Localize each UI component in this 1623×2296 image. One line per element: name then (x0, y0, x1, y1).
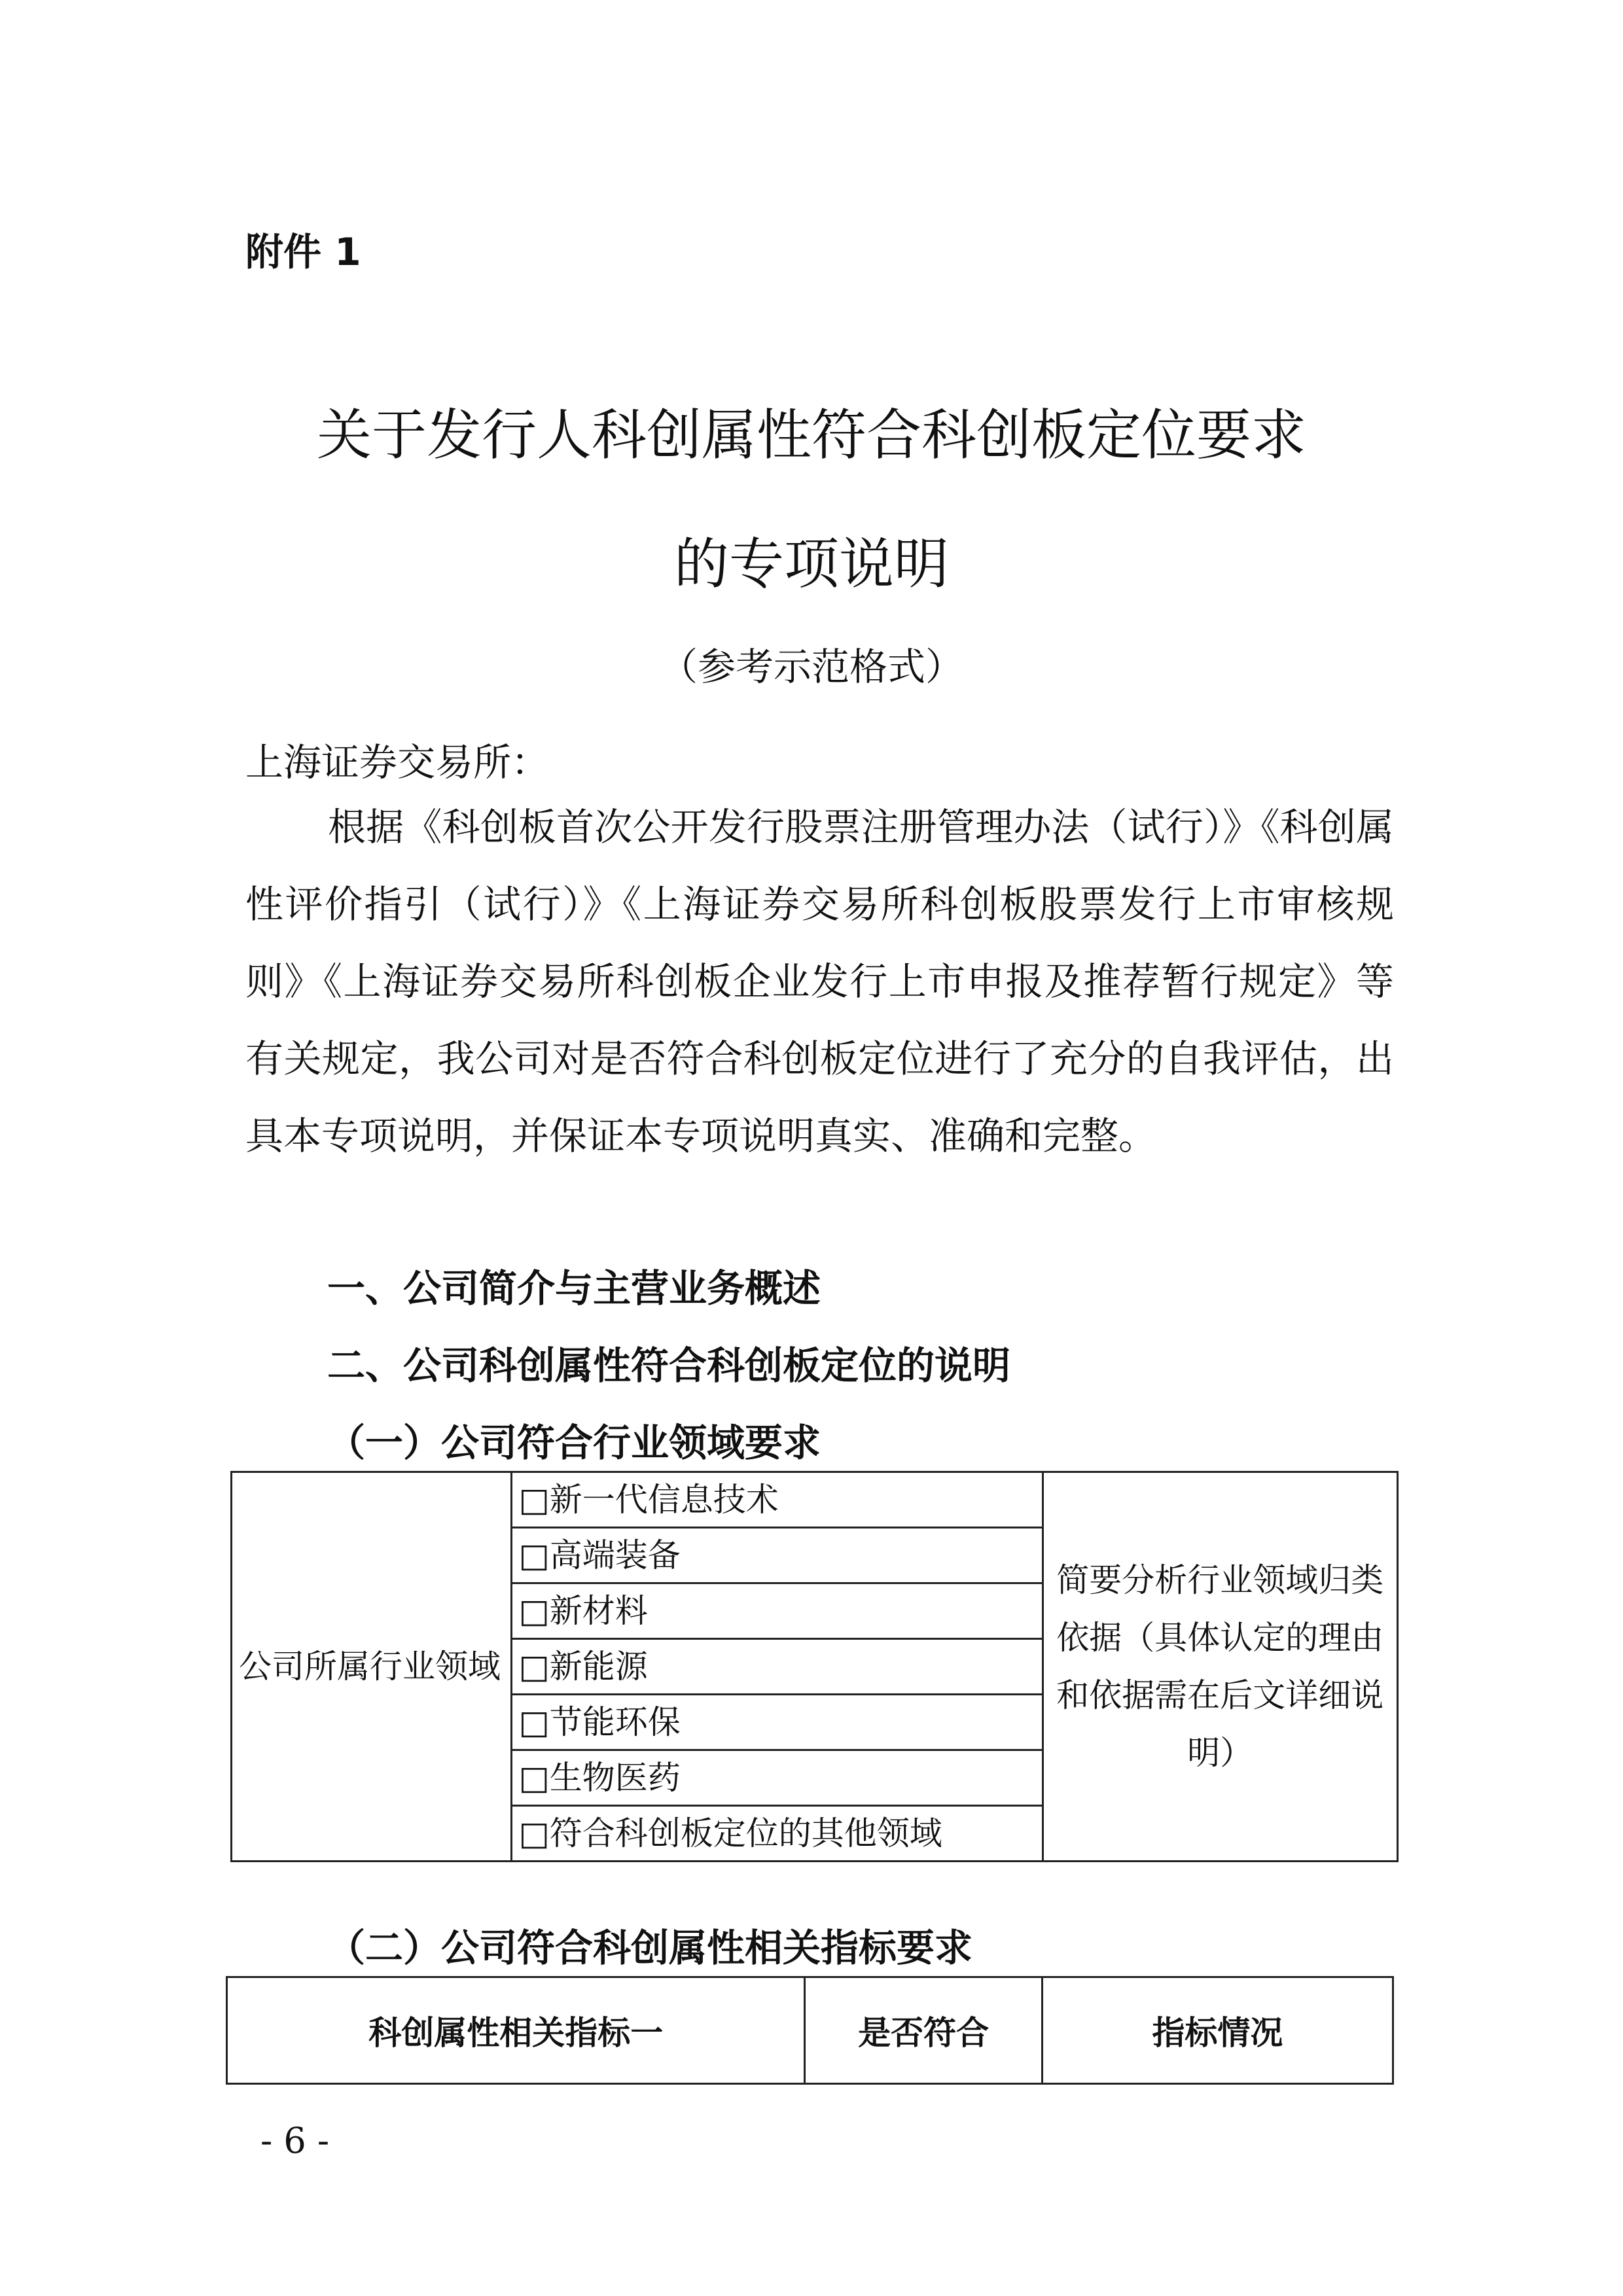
addressee: 上海证券交易所： (245, 740, 550, 785)
industry-option: □符合科创板定位的其他领域 (511, 1806, 1043, 1862)
document-title-line2: 的专项说明 (673, 532, 949, 596)
industry-option: □新能源 (511, 1639, 1043, 1695)
industry-option: □节能环保 (511, 1695, 1043, 1750)
indicator-col-header: 科创属性相关指标一 (227, 1977, 805, 2084)
document-title-line1: 关于发行人科创属性符合科创板定位要求 (316, 403, 1306, 467)
industry-option: □新材料 (511, 1583, 1043, 1639)
status-col-header: 指标情况 (1042, 1977, 1393, 2084)
section1-heading: 一、公司简介与主营业务概述 (327, 1266, 821, 1311)
industry-option: □生物医药 (511, 1750, 1043, 1806)
document-subtitle: （参考示范格式） (659, 645, 963, 689)
section2-heading: 二、公司科创属性符合科创板定位的说明 (327, 1343, 1011, 1388)
industry-label-cell: 公司所属行业领域 (232, 1472, 512, 1862)
attachment-label: 附件 1 (245, 230, 361, 274)
industry-note-cell: 简要分析行业领域归类依据（具体认定的理由和依据需在后文详细说明） (1043, 1472, 1397, 1862)
page-number: - 6 - (260, 2120, 330, 2161)
subsection1-heading: （一）公司符合行业领域要求 (327, 1421, 821, 1465)
industry-option: □高端装备 (511, 1528, 1043, 1583)
industry-table (230, 1471, 1399, 1862)
indicator-table (226, 1976, 1394, 2085)
industry-option: □新一代信息技术 (511, 1472, 1043, 1528)
compliance-col-header: 是否符合 (805, 1977, 1042, 2084)
intro-paragraph: 根据《科创板首次公开发行股票注册管理办法（试行）》《科创属性评价指引（试行）》《上海证券交易所科创板股票发行上市审核规则》《上海证券交易所科创板企业发行上市申报及推荐暂行规定》等有关规定，我公司对是否符合科创板定位进行了充分的自我评估，出具本专项说明，并保证本专项说明真实、准确和完整。 (245, 805, 1394, 1158)
subsection2-heading: （二）公司符合科创属性相关指标要求 (327, 1926, 973, 1970)
